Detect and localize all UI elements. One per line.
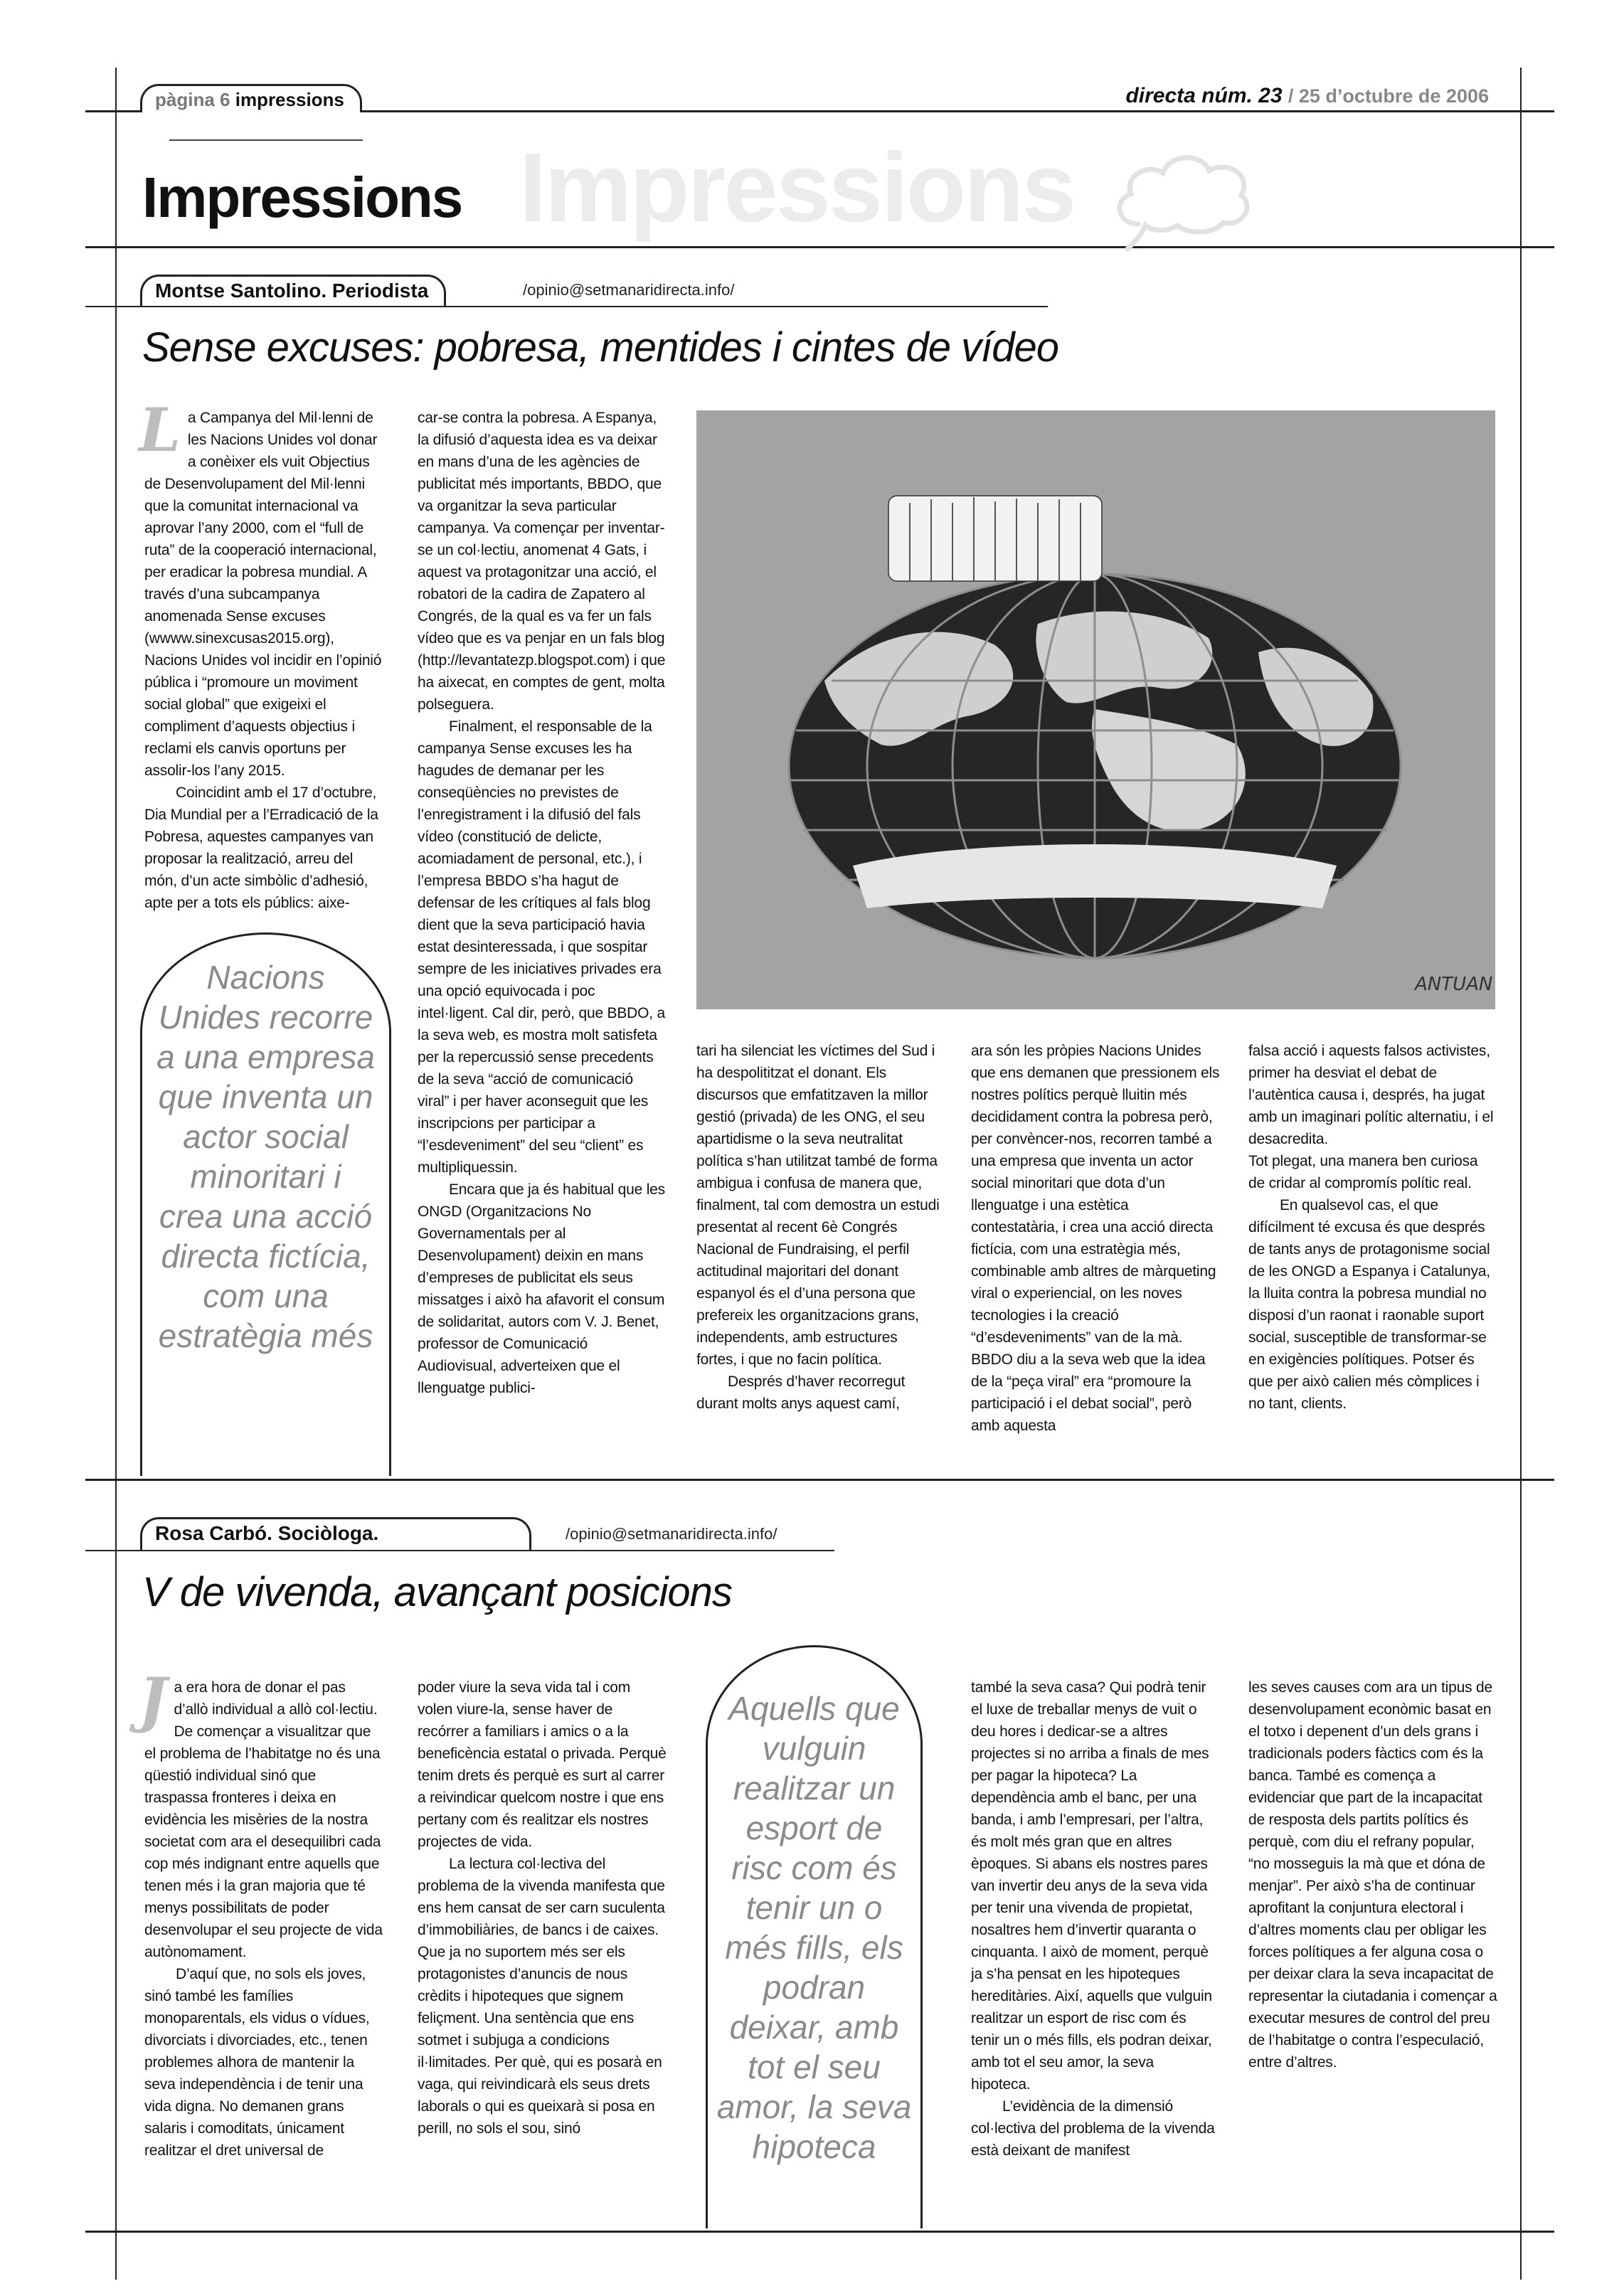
drop-cap: J bbox=[139, 1664, 167, 1735]
article-column bbox=[1248, 1676, 1497, 2073]
paragraph: falsa acció i aquests falsos activistes, primer ha desviat el debat de l’autèntica causa i, després, ha jugat amb un imaginari polític alternatiu, i el desacredita. bbox=[1248, 1043, 1494, 1147]
paragraph: poder viure la seva vida tal i com volen viure-la, sense haver de recórrer a familiars i amics o a la beneficència estatal o privada. Perquè tenim drets és perquè es surt al carrer a reivindicar quelcom nostre i que ens pertany com és realitzar els nostres projectes de vida. bbox=[418, 1679, 667, 1850]
paragraph: Coincidint amb el 17 d’octubre, Dia Mundial per a l’Erradicació de la Pobresa, aquestes campanyes van proposar la realització, arreu del món, d’un acte simbòlic d’adhesió, apte per a tots els públics: aixe- bbox=[144, 785, 378, 911]
article-headline: V de vivenda, avançant posicions bbox=[142, 1569, 732, 1615]
page-number: pàgina 6 bbox=[155, 89, 230, 110]
paragraph: a era hora de donar el pas d’allò individual a allò col·lectiu. De començar a visualitzar que el problema de l’habitatge no és una qüestió individual sinó que traspassa fronteres i deixa en evidència les misèries de la nostra societat com ara el desequilibri cada cop més indignant entre aquells que tenen més i la gran majoria que té menys possibilitats de poder desenvolupar el seu projecte de vida autònomament. bbox=[144, 1679, 383, 1960]
publication-issue: directa núm. 23 bbox=[1125, 84, 1283, 107]
paragraph: La lectura col·lectiva del problema de la vivenda manifesta que ens hem cansat de ser carn suculenta d’immobiliàries, de bancs i de caixes. Que ja no suportem més ser els protagonistes d’anuncis de nous crèdits i hipoteques que signem feliçment. Una sentència que ens sotmet i subjuga a condicions il·limitades. Per què, qui es posarà en vaga, qui reivindicarà els seus drets laborals o qui es queixarà si posa en perill, no sols el sou, sinó bbox=[418, 1856, 665, 2137]
byline-rule bbox=[85, 306, 1048, 307]
speech-cloud-icon bbox=[1110, 139, 1259, 253]
byline-rule bbox=[85, 1550, 834, 1551]
author-byline bbox=[140, 1517, 531, 1551]
paragraph: car-se contra la pobresa. A Espanya, la difusió d’aquesta idea es va deixar en mans d’una de les agències de publicitat més importants, BBDO, que va organitzar la seva particular campanya. Va començar per inventar-se un col·lectiu, anomenat 4 Gats, i aquest va protagonitzar una acció, el robatori de la cadira de Zapatero al Congrés, de la qual es va fer un fals vídeo que es va penjar en un fals blog (http://levantatezp.blogspot.com) i que ha aixecat, en comptes de gent, molta polseguera. bbox=[418, 410, 666, 713]
section-title: Impressions bbox=[142, 166, 462, 229]
article-column bbox=[139, 395, 383, 914]
pull-quote bbox=[706, 1645, 923, 2228]
title-rule bbox=[85, 246, 1554, 248]
right-margin-rule bbox=[1520, 68, 1522, 2280]
masthead-info bbox=[1125, 84, 1489, 108]
author-byline bbox=[140, 275, 446, 307]
author-name: Montse Santolino. Periodista bbox=[155, 280, 429, 302]
article-column bbox=[418, 407, 667, 1399]
article-column bbox=[139, 1664, 383, 2162]
paragraph: Després d’haver recorregut durant molts anys aquest camí, bbox=[696, 1373, 906, 1412]
article-divider bbox=[85, 1479, 1554, 1481]
paragraph: tari ha silenciat les víctimes del Sud i ha despolititzat el donant. Els discursos que emfatitzaven la millor gestió (privada) de les ONG, el seu apartidisme o la seva neutralitat política s’han utilitzat també de forma ambigua i confusa de manera que, finalment, tal com demostra un estudi presentat al recent 6è Congrés Nacional de Fundraising, el perfil actitudinal majoritari del donant espanyol és el d’una persona que prefereix les organitzacions grans, independents, amb estructures fortes, i que no facin política. bbox=[696, 1043, 940, 1368]
page-tab bbox=[140, 84, 362, 112]
paragraph: ara són les pròpies Nacions Unides que ens demanen que pressionem els nostres polítics perquè lluitin més decididament contra la pobresa però, per convèncer-nos, recorren també a una empresa que inventa un actor social minoritari que dota d’un llenguatge i una estètica contestatària, i crea una acció directa fictícia, com una estratègia més, combinable amb altres de màrqueting viral o experiencial, on les noves tecnologies i la creació “d’esdeveniments” van de la mà. BBDO diu a la seva web que la idea de la “peça viral” era “promoure la participació i el debat social”, però amb aquesta bbox=[971, 1043, 1220, 1434]
article-column bbox=[418, 1676, 667, 2140]
drop-cap: L bbox=[139, 395, 181, 465]
first-column-stack bbox=[139, 395, 391, 1476]
article-column bbox=[696, 1040, 942, 1415]
article-column bbox=[971, 1040, 1220, 1437]
author-email[interactable]: /opinio@setmanaridirecta.info/ bbox=[523, 281, 735, 299]
paragraph: Finalment, el responsable de la campanya Sense excuses les ha hagudes de demanar per les conseqüències no previstes de l’enregistrament i la difusió del fals vídeo (constitució de delicte, acomiadament de personal, etc.), i l’empresa BBDO s’ha hagut de defensar de les crítiques al fals blog dient que la seva participació havia estat desinteressada, i que sospitar sempre de les iniciatives privades era una opció equivocada i poc intel·ligent. Cal dir, però, que BBDO, a la seva web, es mostra molt satisfeta per la repercussió sense precedents de la seva “acció de comunicació viral” i per haver aconseguit que les inscripcions per participar a “l’esdeveniment” del seu “client” es multipliquessin. bbox=[418, 718, 666, 1176]
article-headline: Sense excuses: pobresa, mentides i cintes de vídeo bbox=[142, 324, 1058, 371]
globe-illustration bbox=[696, 410, 1495, 1009]
paragraph: a Campanya del Mil·lenni de les Nacions Unides vol donar a conèixer els vuit Objectius de Desenvolupament del Mil·lenni que la comunitat internacional va aprovar l’any 2000, com el “full de ruta” de la cooperació internacional, per eradicar la pobresa mundial. A través d’una subcampanya anomenada Sense excuses (wwww.sinexcusas2015.org), Nacions Unides vol incidir en l’opinió pública i “promoure un moviment social global” que exigeixi el compliment d’aquests objectius i reclami els canvis oportuns per assolir-los l’any 2015. bbox=[144, 410, 382, 779]
article-column bbox=[1248, 1040, 1497, 1415]
section-watermark: Impressions bbox=[519, 133, 1074, 243]
paragraph: les seves causes com ara un tipus de desenvolupament econòmic basat en el totxo i depenent d’un dels grans i tradicionals poders fàctics com és la banca. També es comença a evidenciar que part de la incapacitat de resposta dels partits polítics és perquè, com diu el refrany popular, “no mosseguis la mà que et dóna de menjar”. Per això s’ha de continuar aprofitant la conjuntura electoral i d’altres moments clau per obligar les forces polítiques a fer alguna cosa o per deixar clara la seva incapacitat de representar la ciutadania i començar a executar mesures de control del preu de l’habitatge o contra l’especulació, entre d’altres. bbox=[1248, 1679, 1497, 2071]
section-label: impressions bbox=[235, 89, 344, 110]
author-email[interactable]: /opinio@setmanaridirecta.info/ bbox=[566, 1525, 777, 1543]
article-column bbox=[971, 1676, 1216, 2162]
paragraph: també la seva casa? Qui podrà tenir el luxe de treballar menys de vuit o deu hores i dedicar-se a altres projectes si no arriba a finals de mes per pagar la hipoteca? La dependència amb el banc, per una banda, i amb l’empresari, per l’altra, és molt més gran que en altres èpoques. Si abans els nostres pares van invertir deu anys de la seva vida per tenir una vivenda de propietat, nosaltres hem d’invertir quaranta o cinquanta. I això de moment, perquè ja s’ha pensat en les hipoteques hereditàries. Així, aquells que vulguin realitzar un esport de risc com és tenir un o més fills, els podran deixar, amb tot el seu amor, la seva hipoteca. bbox=[971, 1679, 1212, 2093]
paragraph: L’evidència de la dimensió col·lectiva del problema de la vivenda està deixant de manifest bbox=[971, 2098, 1215, 2159]
pull-quote bbox=[140, 932, 391, 1476]
issue-date: / 25 d’octubre de 2006 bbox=[1288, 85, 1489, 107]
bottom-rule bbox=[85, 2231, 1554, 2233]
artist-signature: ANTUAN bbox=[1415, 974, 1493, 995]
paragraph: En qualsevol cas, el que difícilment té excusa és que després de tants anys de protagonisme social de les ONGD a Espanya i Catalunya, la lluita contra la pobresa mundial no disposi d’un raonat i raonable suport social, susceptible de transformar-se en exigències polítiques. Potser és que per això calien més còmplices i no tant, clients. bbox=[1248, 1197, 1490, 1412]
pull-quote-text: Aquells que vulguin realitzar un esport de risc com és tenir un o més fills, els podran deixar, amb tot el seu amor, la seva hipoteca bbox=[716, 1690, 912, 2165]
author-name: Rosa Carbó. Sociòloga. bbox=[155, 1522, 379, 1544]
paragraph: D’aquí que, no sols els joves, sinó també les famílies monoparentals, els vidus o vídues, divorciats i divorciades, etc., tenen problemes alhora de mantenir la seva independència i de tenir una vida digna. No demanen grans salaris i comoditats, únicament realitzar el dret universal de bbox=[144, 1966, 370, 2159]
paragraph: Tot plegat, una manera ben curiosa de cridar al compromís polític real. bbox=[1248, 1153, 1478, 1191]
left-margin-rule bbox=[115, 68, 117, 2280]
title-accent-line bbox=[169, 139, 363, 141]
pull-quote-text: Nacions Unides recorre a una empresa que inventa un actor social minoritari i crea una acció directa fictícia, com una estratègia més bbox=[156, 959, 375, 1354]
paragraph: Encara que ja és habitual que les ONGD (Organitzacions No Governamentals per al Desenvolupament) deixin en mans d’empreses de publicitat els seus missatges i això ha afavorit el consum de solidaritat, autors com V. J. Benet, professor de Comunicació Audiovisual, adverteixen que el llenguatge publici- bbox=[418, 1181, 665, 1396]
